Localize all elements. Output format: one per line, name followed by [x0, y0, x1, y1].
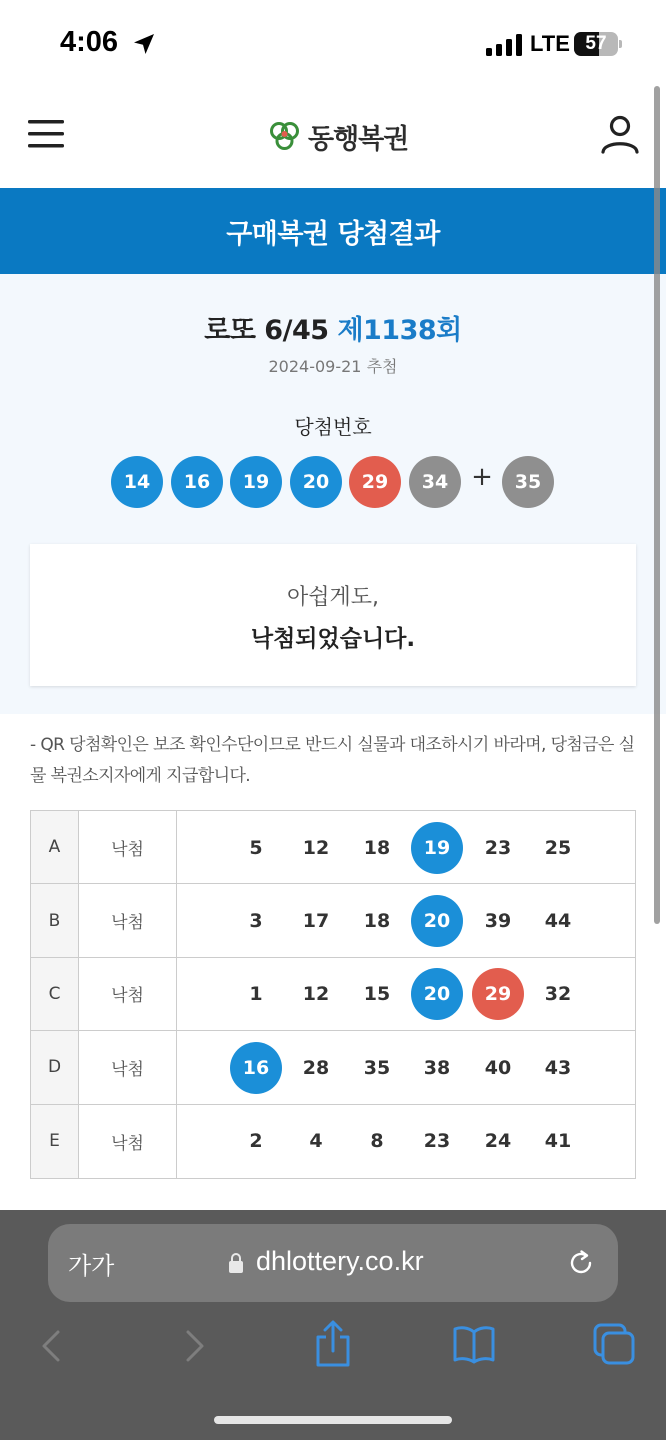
winning-ball: 16	[171, 456, 223, 508]
text-size-button[interactable]: 가가	[68, 1252, 115, 1280]
status-time: 4:06	[60, 26, 119, 58]
forward-icon[interactable]	[180, 1326, 210, 1366]
game-number: 17	[302, 910, 330, 933]
game-number: 23	[423, 1130, 451, 1153]
game-numbers	[177, 811, 635, 883]
game-number: 4	[309, 1130, 323, 1153]
game-label: E	[31, 1105, 79, 1178]
hamburger-menu-icon[interactable]	[28, 118, 64, 150]
game-number: 39	[484, 910, 512, 933]
battery-percent: 57	[585, 33, 607, 54]
draw-date: 2024-09-21 추첨	[268, 357, 398, 376]
game-numbers	[177, 1105, 635, 1178]
back-icon[interactable]	[36, 1326, 66, 1366]
qr-notice: - QR 당첨확인은 보조 확인수단이므로 반드시 실물과 대조하시기 바라며, 당첨금은 실물 복권소지자에게 지급합니다.	[30, 735, 635, 786]
purchased-games-table	[30, 810, 636, 1179]
lotto-name: 로또 6/45	[204, 315, 329, 346]
draw-round: 제1138회	[337, 315, 462, 346]
site-header	[0, 88, 666, 188]
game-number-matched: 19	[411, 822, 463, 874]
game-number: 40	[484, 1056, 512, 1079]
game-row	[31, 958, 635, 1031]
bonus-plus-sign: +	[471, 462, 493, 492]
game-number: 24	[484, 1130, 512, 1153]
game-number: 41	[544, 1130, 572, 1153]
draw-title	[0, 308, 666, 347]
game-number: 15	[363, 983, 391, 1006]
game-status: 낙첨	[79, 811, 177, 883]
game-row	[31, 884, 635, 957]
game-number: 1	[249, 983, 263, 1006]
game-number: 18	[363, 910, 391, 933]
game-number-matched: 16	[230, 1042, 282, 1094]
winning-ball: 29	[349, 456, 401, 508]
game-row	[31, 1105, 635, 1178]
game-number: 43	[544, 1056, 572, 1079]
game-number-matched: 20	[411, 895, 463, 947]
game-label: C	[31, 958, 79, 1030]
site-logo[interactable]	[268, 116, 408, 156]
winning-ball: 34	[409, 456, 461, 508]
game-number: 32	[544, 983, 572, 1006]
game-numbers	[177, 958, 635, 1030]
browser-toolbar	[0, 1210, 666, 1440]
game-number-matched: 20	[411, 968, 463, 1020]
game-number: 2	[249, 1130, 263, 1153]
clover-logo-icon	[268, 119, 302, 153]
game-number: 23	[484, 836, 512, 859]
scrollbar[interactable]	[654, 86, 660, 924]
winning-ball: 19	[230, 456, 282, 508]
game-number: 38	[423, 1056, 451, 1079]
game-number: 8	[370, 1130, 384, 1153]
battery-icon	[574, 32, 622, 56]
game-status: 낙첨	[79, 884, 177, 956]
game-number: 18	[363, 836, 391, 859]
winning-numbers-label: 당첨번호	[294, 415, 372, 439]
game-row	[31, 1031, 635, 1104]
game-number: 44	[544, 910, 572, 933]
share-icon[interactable]	[313, 1320, 353, 1368]
tabs-icon[interactable]	[592, 1322, 636, 1366]
game-number: 12	[302, 983, 330, 1006]
game-numbers	[177, 1031, 635, 1103]
page-banner	[0, 188, 666, 274]
cellular-signal-icon	[486, 34, 522, 56]
url-text[interactable]: dhlottery.co.kr	[256, 1246, 424, 1276]
reload-icon[interactable]	[566, 1248, 596, 1278]
bonus-ball: 35	[502, 456, 554, 508]
game-status: 낙첨	[79, 1031, 177, 1103]
winning-ball: 14	[111, 456, 163, 508]
user-icon[interactable]	[600, 114, 640, 154]
home-indicator	[214, 1416, 452, 1424]
game-label: D	[31, 1031, 79, 1103]
game-number: 28	[302, 1056, 330, 1079]
game-status: 낙첨	[79, 1105, 177, 1178]
location-arrow-icon	[132, 32, 156, 56]
game-number: 5	[249, 836, 263, 859]
game-number: 3	[249, 910, 263, 933]
game-number-matched: 29	[472, 968, 524, 1020]
result-message-card	[30, 544, 636, 686]
status-bar	[0, 0, 666, 88]
game-number: 35	[363, 1056, 391, 1079]
game-number: 12	[302, 836, 330, 859]
winning-numbers	[0, 456, 666, 508]
lock-icon	[228, 1252, 244, 1274]
bookmarks-icon[interactable]	[452, 1324, 496, 1364]
result-message-line1: 아쉽게도,	[286, 585, 379, 610]
game-label: A	[31, 811, 79, 883]
network-type: LTE	[530, 31, 570, 56]
result-message-line2: 낙첨되었습니다.	[250, 626, 416, 652]
game-row	[31, 811, 635, 884]
draw-result-section	[0, 274, 666, 714]
page-title: 구매복권 당첨결과	[226, 218, 440, 250]
address-bar[interactable]	[48, 1224, 618, 1302]
logo-text: 동행복권	[308, 123, 409, 155]
game-status: 낙첨	[79, 958, 177, 1030]
game-label: B	[31, 884, 79, 956]
winning-ball: 20	[290, 456, 342, 508]
game-number: 25	[544, 836, 572, 859]
game-numbers	[177, 884, 635, 956]
